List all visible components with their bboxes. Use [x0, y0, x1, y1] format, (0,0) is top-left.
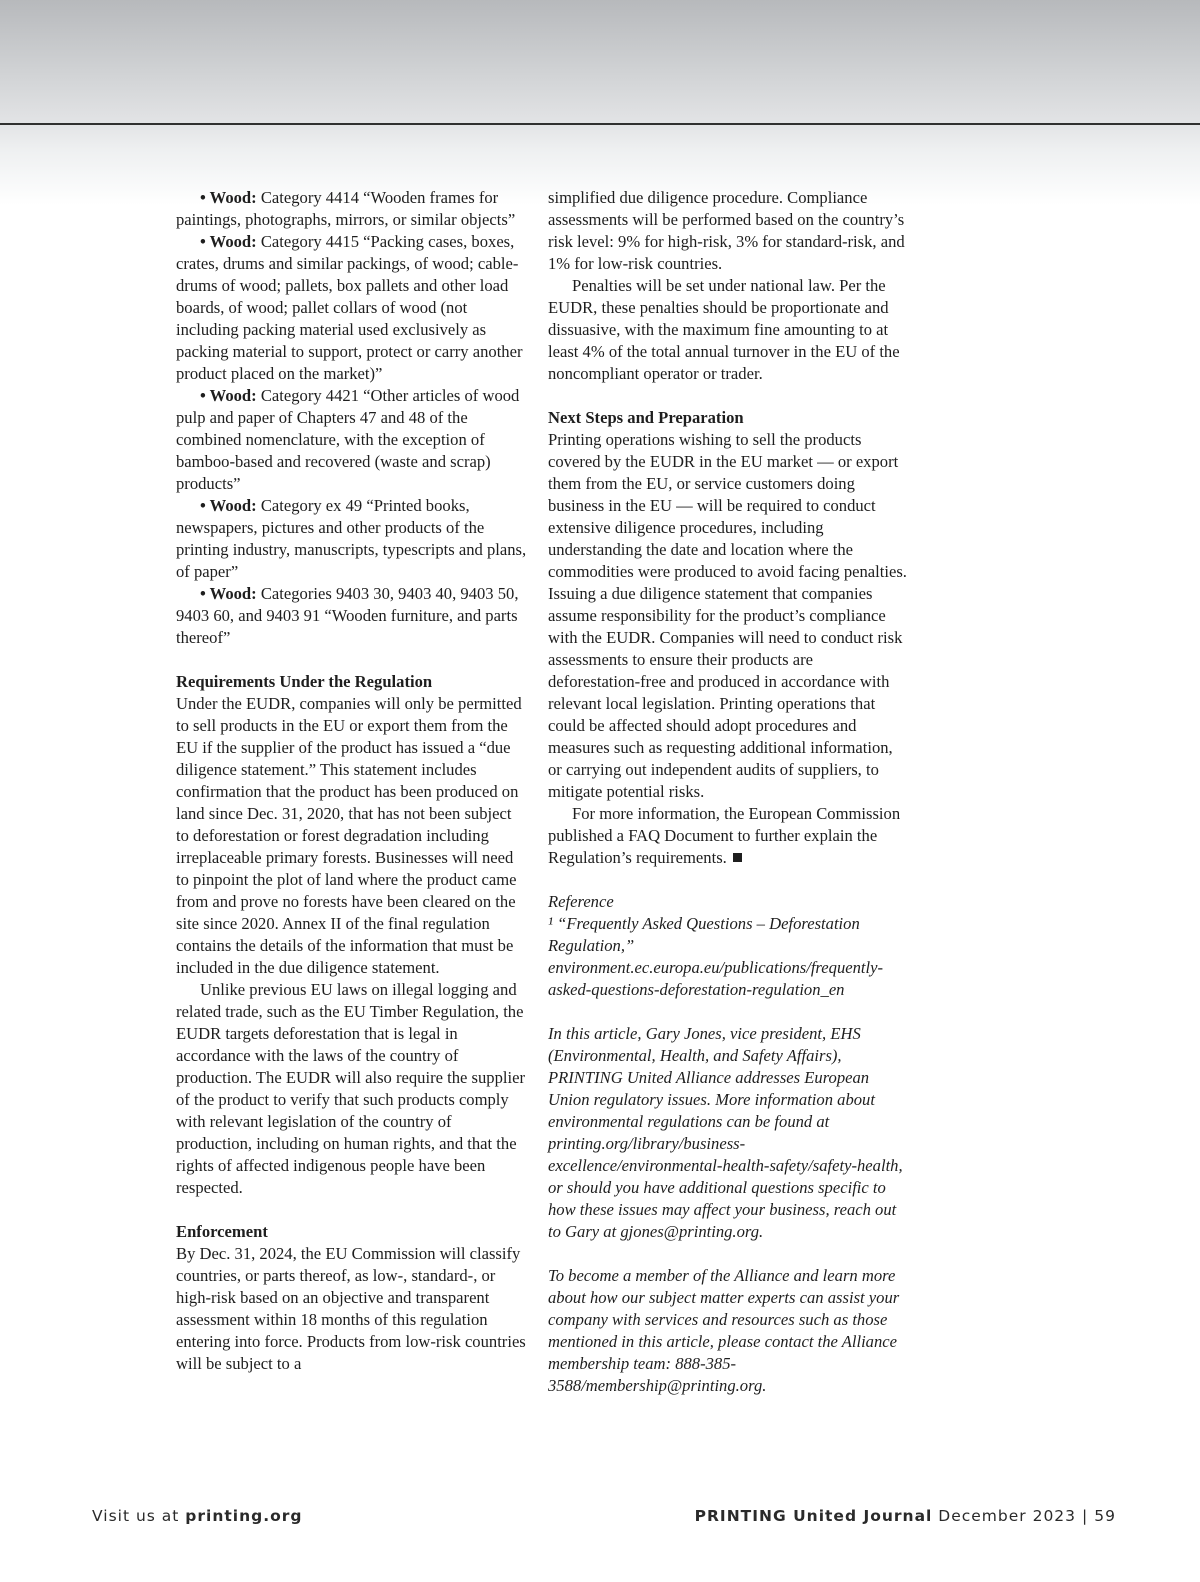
requirements-heading: Requirements Under the Regulation: [176, 672, 433, 691]
page-number: 59: [1094, 1507, 1116, 1525]
next-steps-paragraph-2: For more information, the European Commission published a FAQ Document to further explain the Regulation’s requirements.: [548, 804, 901, 867]
author-note: In this article, Gary Jones, vice president, EHS (Environmental, Health, and Safety Affairs), PRINTING United Alliance addresses European Union regulatory issues. More information about environmental regulations can be found at printing.org/library/business-excellence/environmental-health-safety/safety-health, or should you have additional questions specific to how these issues may affect your business, reach out to Gary at gjones@printing.org.: [548, 1024, 903, 1241]
header-rule: [0, 123, 1200, 125]
end-of-article-mark: [733, 853, 742, 862]
penalties-paragraph: Penalties will be set under national law. Per the EUDR, these penalties should be proportionate and dissuasive, with the maximum fine amounting to at least 4% of the total annual turnover in the EU of the noncompliant operator or trader.: [548, 276, 900, 383]
enforcement-paragraph: By Dec. 31, 2024, the EU Commission will classify countries, or parts thereof, as low-, standard-, or high-risk based on an objective and transparent assessment within 18 months of this regulation entering into force. Products from low-risk countries will be subject to a: [176, 1244, 526, 1373]
footer-publication: PRINTING United Journal: [694, 1507, 933, 1525]
bullet-wood-ex49: • Wood: Category ex 49 “Printed books, newspapers, pictures and other products of the printing industry, manuscripts, typescripts and plans, of paper”: [176, 496, 527, 581]
footer-folio: [695, 1507, 1116, 1525]
left-column: [176, 187, 528, 1375]
reference-text: ¹ “Frequently Asked Questions – Deforestation Regulation,” environment.ec.europa.eu/publications/frequently-asked-questions-deforestation-regulation_en: [548, 914, 884, 999]
bullet-wood-9403: • Wood: Categories 9403 30, 9403 40, 9403 50, 9403 60, and 9403 91 “Wooden furniture, and parts thereof”: [176, 584, 519, 647]
requirements-paragraph-2: Unlike previous EU laws on illegal logging and related trade, such as the EU Timber Regulation, the EUDR targets deforestation that is legal in accordance with the laws of the country of production. The EUDR will also require the supplier of the product to verify that such products comply with relevant legislation of the country of production, including on human rights, and that the rights of affected indigenous people have been respected.: [176, 980, 526, 1197]
next-steps-paragraph-1: Printing operations wishing to sell the products covered by the EUDR in the EU market — or export them from the EU, or service customers doing business in the EU — will be required to conduct extensive diligence procedures, including understanding the date and location where the commodities were produced to avoid facing penalties. Issuing a due diligence statement that companies assume responsibility for the product’s compliance with the EUDR. Companies will need to conduct risk assessments to ensure their products are deforestation-free and produced in accordance with relevant local legislation. Printing operations that could be affected should adopt procedures and measures such as requesting additional information, or carrying out independent audits of suppliers, to mitigate potential risks.: [548, 430, 907, 801]
footer-issue: December 2023: [938, 1507, 1077, 1525]
bullet-wood-4421: • Wood: Category 4421 “Other articles of wood pulp and paper of Chapters 47 and 48 of the combined nomenclature, with the exception of bamboo-based and recovered (waste and scrap) products”: [176, 386, 520, 493]
bullet-wood-4414: • Wood: Category 4414 “Wooden frames for paintings, photographs, mirrors, or similar objects”: [176, 188, 516, 229]
requirements-paragraph-1: Under the EUDR, companies will only be permitted to sell products in the EU or export them from the EU if the supplier of the product has issued a “due diligence statement.” This statement includes confirmation that the product has been produced on land since Dec. 31, 2020, that has not been subject to deforestation or forest degradation including irreplaceable primary forests. Businesses will need to pinpoint the plot of land where the product came from and prove no forests have been cleared on the site since 2020. Annex II of the final regulation contains the details of the information that must be included in the due diligence statement.: [176, 694, 522, 977]
enforcement-continued: simplified due diligence procedure. Compliance assessments will be performed based on the country’s risk level: 9% for high-risk, 3% for standard-risk, and 1% for low-risk countries.: [548, 188, 905, 273]
membership-note: To become a member of the Alliance and learn more about how our subject matter experts can assist your company with services and resources such as those mentioned in this article, please contact the Alliance membership team: 888-385-3588/membership@printing.org.: [548, 1266, 900, 1395]
right-column: [548, 187, 908, 1397]
header-band: [0, 0, 1200, 210]
footer-visit: Visit us at printing.org: [92, 1507, 303, 1525]
reference-heading: Reference: [548, 892, 614, 911]
footer-separator: |: [1082, 1507, 1089, 1525]
next-steps-heading: Next Steps and Preparation: [548, 408, 744, 427]
enforcement-heading: Enforcement: [176, 1222, 268, 1241]
footer-site-link[interactable]: printing.org: [185, 1507, 303, 1525]
bullet-wood-4415: • Wood: Category 4415 “Packing cases, boxes, crates, drums and similar packings, of wood; cable-drums of wood; pallets, box pallets and other load boards, of wood; pallet collars of wood (not including packing material used exclusively as packing material to support, protect or carry another product placed on the market)”: [176, 232, 523, 383]
